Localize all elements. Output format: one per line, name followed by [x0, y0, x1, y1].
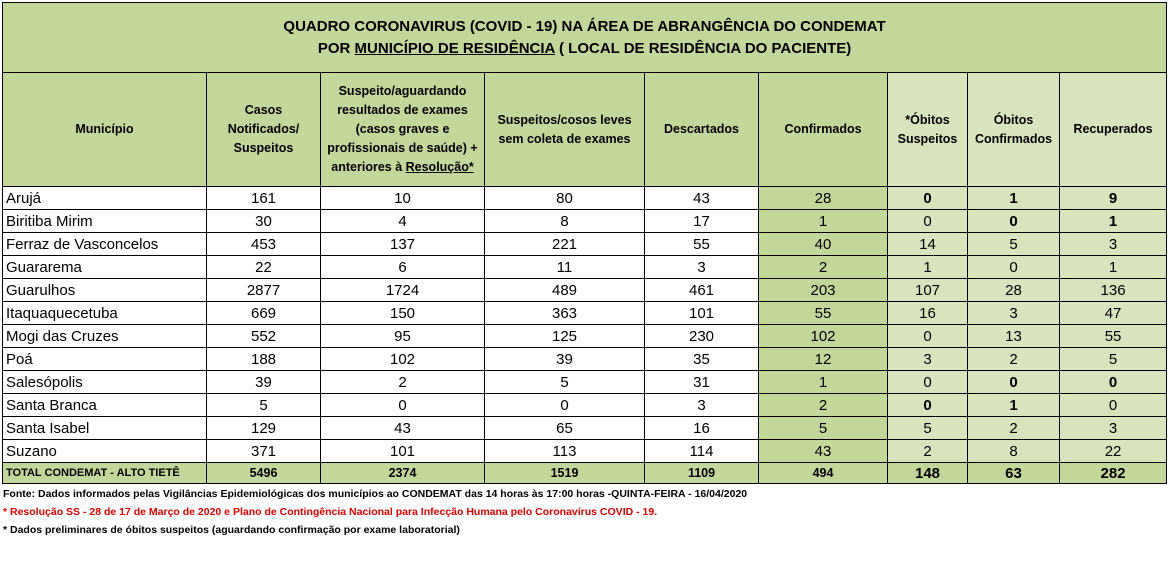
leves-cell: 0 — [485, 394, 645, 417]
total-casos: 5496 — [207, 463, 321, 484]
title-line-2-underlined: MUNICÍPIO DE RESIDÊNCIA — [354, 39, 555, 57]
covid-table — [2, 2, 1167, 484]
municipio-cell: Salesópolis — [3, 371, 207, 394]
obitos-suspeitos-cell: 1 — [888, 256, 968, 279]
title-line-2-prefix: POR — [317, 39, 355, 57]
note-preliminares: * Dados preliminares de óbitos suspeitos (aguardando confirmação por exame laboratorial) — [3, 524, 460, 536]
municipio-cell: Mogi das Cruzes — [3, 325, 207, 348]
aguardando-cell: 150 — [321, 302, 485, 325]
table-row — [3, 394, 1167, 417]
casos-cell: 5 — [207, 394, 321, 417]
obitos-confirmados-cell: 5 — [968, 233, 1060, 256]
recuperados-cell: 9 — [1060, 187, 1167, 210]
descartados-cell: 3 — [645, 394, 759, 417]
descartados-cell: 3 — [645, 256, 759, 279]
table-row — [3, 371, 1167, 394]
descartados-cell: 114 — [645, 440, 759, 463]
obitos-confirmados-cell: 13 — [968, 325, 1060, 348]
confirmados-cell: 55 — [759, 302, 888, 325]
obitos-confirmados-cell: 0 — [968, 371, 1060, 394]
aguardando-cell: 137 — [321, 233, 485, 256]
obitos-suspeitos-cell: 0 — [888, 371, 968, 394]
confirmados-cell: 5 — [759, 417, 888, 440]
recuperados-cell: 0 — [1060, 371, 1167, 394]
header-descartados: Descartados — [645, 73, 759, 187]
leves-cell: 8 — [485, 210, 645, 233]
confirmados-cell: 43 — [759, 440, 888, 463]
obitos-suspeitos-cell: 0 — [888, 187, 968, 210]
municipio-cell: Santa Branca — [3, 394, 207, 417]
obitos-suspeitos-cell: 5 — [888, 417, 968, 440]
leves-cell: 489 — [485, 279, 645, 302]
table-row — [3, 302, 1167, 325]
table-title — [3, 3, 1167, 73]
municipio-cell: Santa Isabel — [3, 417, 207, 440]
municipio-cell: Biritiba Mirim — [3, 210, 207, 233]
confirmados-cell: 2 — [759, 394, 888, 417]
leves-cell: 5 — [485, 371, 645, 394]
title-line-1: QUADRO CORONAVIRUS (COVID - 19) NA ÁREA DE ABRANGÊNCIA DO CONDEMAT — [283, 17, 886, 35]
recuperados-cell: 47 — [1060, 302, 1167, 325]
total-label: TOTAL CONDEMAT - ALTO TIETÊ — [3, 463, 207, 484]
header-aguardando-text: Suspeito/aguardando resultados de exames (casos graves e profissionais de saúde) + anteriores à — [327, 84, 478, 174]
header-resolucao-link: Resolução* — [405, 160, 474, 174]
recuperados-cell: 55 — [1060, 325, 1167, 348]
table-row — [3, 279, 1167, 302]
confirmados-cell: 102 — [759, 325, 888, 348]
obitos-confirmados-cell: 1 — [968, 394, 1060, 417]
title-line-2 — [3, 38, 1166, 60]
casos-cell: 22 — [207, 256, 321, 279]
municipio-cell: Suzano — [3, 440, 207, 463]
obitos-suspeitos-cell: 16 — [888, 302, 968, 325]
aguardando-cell: 2 — [321, 371, 485, 394]
total-descartados: 1109 — [645, 463, 759, 484]
header-confirmados: Confirmados — [759, 73, 888, 187]
table-row — [3, 348, 1167, 371]
aguardando-cell: 6 — [321, 256, 485, 279]
recuperados-cell: 3 — [1060, 233, 1167, 256]
leves-cell: 363 — [485, 302, 645, 325]
casos-cell: 371 — [207, 440, 321, 463]
header-leves: Suspeitos/cosos leves sem coleta de exames — [485, 73, 645, 187]
obitos-suspeitos-cell: 2 — [888, 440, 968, 463]
recuperados-cell: 3 — [1060, 417, 1167, 440]
obitos-suspeitos-cell: 0 — [888, 210, 968, 233]
aguardando-cell: 0 — [321, 394, 485, 417]
leves-cell: 125 — [485, 325, 645, 348]
table-row — [3, 325, 1167, 348]
descartados-cell: 230 — [645, 325, 759, 348]
aguardando-cell: 43 — [321, 417, 485, 440]
obitos-suspeitos-cell: 0 — [888, 394, 968, 417]
descartados-cell: 461 — [645, 279, 759, 302]
recuperados-cell: 22 — [1060, 440, 1167, 463]
recuperados-cell: 0 — [1060, 394, 1167, 417]
table-row — [3, 440, 1167, 463]
casos-cell: 453 — [207, 233, 321, 256]
header-obitos-suspeitos: *Óbitos Suspeitos — [888, 73, 968, 187]
leves-cell: 65 — [485, 417, 645, 440]
aguardando-cell: 1724 — [321, 279, 485, 302]
note-resolucao: * Resolução SS - 28 de 17 de Março de 2020 e Plano de Contingência Nacional para Infecção Humana pelo Coronavírus COVID - 19. — [3, 506, 658, 518]
aguardando-cell: 10 — [321, 187, 485, 210]
total-confirmados: 494 — [759, 463, 888, 484]
obitos-confirmados-cell: 0 — [968, 210, 1060, 233]
table-row — [3, 256, 1167, 279]
note-fonte: Fonte: Dados informados pelas Vigilâncias Epidemiológicas dos municípios ao CONDEMAT das 14 horas às 17:00 horas -QUINTA-FEIRA - 16/04/2020 — [3, 488, 748, 500]
recuperados-cell: 1 — [1060, 256, 1167, 279]
total-recuperados: 282 — [1060, 463, 1167, 484]
confirmados-cell: 28 — [759, 187, 888, 210]
descartados-cell: 43 — [645, 187, 759, 210]
header-obitos-confirmados: Óbitos Confirmados — [968, 73, 1060, 187]
leves-cell: 11 — [485, 256, 645, 279]
descartados-cell: 35 — [645, 348, 759, 371]
covid-table-container — [2, 2, 1166, 484]
recuperados-cell: 1 — [1060, 210, 1167, 233]
leves-cell: 113 — [485, 440, 645, 463]
casos-cell: 161 — [207, 187, 321, 210]
municipio-cell: Guarulhos — [3, 279, 207, 302]
obitos-confirmados-cell: 3 — [968, 302, 1060, 325]
total-obitos-confirmados: 63 — [968, 463, 1060, 484]
leves-cell: 39 — [485, 348, 645, 371]
obitos-suspeitos-cell: 0 — [888, 325, 968, 348]
municipio-cell: Guararema — [3, 256, 207, 279]
total-row — [3, 463, 1167, 484]
obitos-confirmados-cell: 0 — [968, 256, 1060, 279]
aguardando-cell: 102 — [321, 348, 485, 371]
aguardando-cell: 4 — [321, 210, 485, 233]
footnotes — [3, 485, 747, 539]
descartados-cell: 16 — [645, 417, 759, 440]
municipio-cell: Itaquaquecetuba — [3, 302, 207, 325]
casos-cell: 39 — [207, 371, 321, 394]
total-aguardando: 2374 — [321, 463, 485, 484]
obitos-confirmados-cell: 28 — [968, 279, 1060, 302]
obitos-confirmados-cell: 8 — [968, 440, 1060, 463]
casos-cell: 129 — [207, 417, 321, 440]
obitos-suspeitos-cell: 14 — [888, 233, 968, 256]
confirmados-cell: 2 — [759, 256, 888, 279]
obitos-suspeitos-cell: 107 — [888, 279, 968, 302]
recuperados-cell: 5 — [1060, 348, 1167, 371]
header-recuperados: Recuperados — [1060, 73, 1167, 187]
table-row — [3, 210, 1167, 233]
casos-cell: 30 — [207, 210, 321, 233]
total-obitos-suspeitos: 148 — [888, 463, 968, 484]
municipio-cell: Poá — [3, 348, 207, 371]
casos-cell: 669 — [207, 302, 321, 325]
leves-cell: 221 — [485, 233, 645, 256]
confirmados-cell: 1 — [759, 371, 888, 394]
table-row — [3, 233, 1167, 256]
obitos-confirmados-cell: 2 — [968, 348, 1060, 371]
municipio-cell: Arujá — [3, 187, 207, 210]
confirmados-cell: 40 — [759, 233, 888, 256]
header-aguardando — [321, 73, 485, 187]
descartados-cell: 17 — [645, 210, 759, 233]
leves-cell: 80 — [485, 187, 645, 210]
recuperados-cell: 136 — [1060, 279, 1167, 302]
obitos-suspeitos-cell: 3 — [888, 348, 968, 371]
casos-cell: 2877 — [207, 279, 321, 302]
obitos-confirmados-cell: 2 — [968, 417, 1060, 440]
confirmados-cell: 203 — [759, 279, 888, 302]
casos-cell: 552 — [207, 325, 321, 348]
table-row — [3, 187, 1167, 210]
header-municipio: Município — [3, 73, 207, 187]
aguardando-cell: 101 — [321, 440, 485, 463]
casos-cell: 188 — [207, 348, 321, 371]
header-row — [3, 73, 1167, 187]
total-leves: 1519 — [485, 463, 645, 484]
descartados-cell: 55 — [645, 233, 759, 256]
table-row — [3, 417, 1167, 440]
obitos-confirmados-cell: 1 — [968, 187, 1060, 210]
descartados-cell: 31 — [645, 371, 759, 394]
confirmados-cell: 1 — [759, 210, 888, 233]
confirmados-cell: 12 — [759, 348, 888, 371]
title-line-2-suffix: ( LOCAL DE RESIDÊNCIA DO PACIENTE) — [554, 39, 852, 57]
municipio-cell: Ferraz de Vasconcelos — [3, 233, 207, 256]
header-casos: Casos Notificados/ Suspeitos — [207, 73, 321, 187]
descartados-cell: 101 — [645, 302, 759, 325]
aguardando-cell: 95 — [321, 325, 485, 348]
